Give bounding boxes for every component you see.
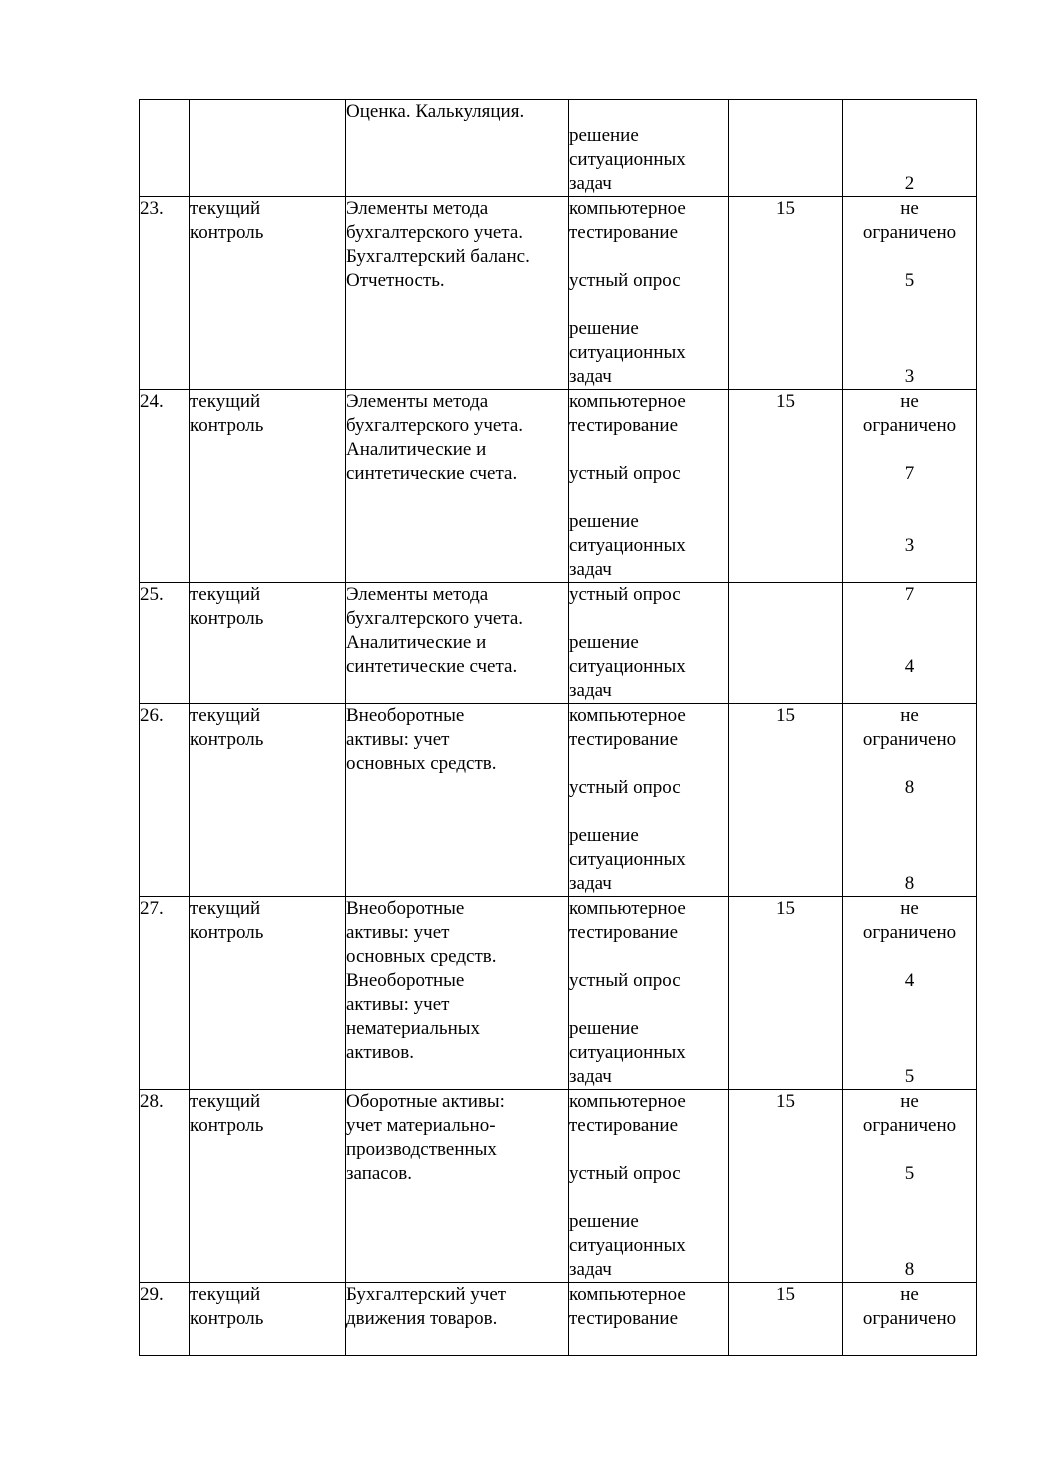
cell-line: контроль bbox=[190, 1308, 264, 1329]
control-type-cell bbox=[190, 704, 346, 897]
tasks-count-cell bbox=[729, 704, 843, 897]
cell-line: 26. bbox=[140, 705, 164, 726]
cell-line bbox=[729, 583, 842, 607]
cell-line: 5 bbox=[904, 1163, 915, 1184]
cell-line: бухгалтерского учета. bbox=[346, 608, 524, 629]
cell-line bbox=[729, 969, 842, 993]
cell-line bbox=[569, 293, 728, 317]
attempts-limit-cell bbox=[843, 583, 977, 704]
control-form-cell bbox=[569, 197, 729, 390]
topic-cell bbox=[346, 1090, 569, 1283]
table-row bbox=[140, 1090, 977, 1283]
cell-line: контроль bbox=[190, 415, 264, 436]
cell-line: бухгалтерского учета. bbox=[346, 222, 524, 243]
table-row bbox=[140, 583, 977, 704]
cell-line: тестирование bbox=[569, 222, 679, 243]
control-type-cell bbox=[190, 897, 346, 1090]
cell-line: компьютерное bbox=[569, 391, 686, 412]
cell-line bbox=[843, 1138, 976, 1162]
cell-line: Отчетность. bbox=[346, 270, 445, 291]
cell-line: решение bbox=[569, 511, 639, 532]
cell-line bbox=[569, 607, 728, 631]
cell-line: ситуационных bbox=[569, 342, 686, 363]
cell-line: 2 bbox=[904, 173, 915, 194]
cell-line: текущий bbox=[190, 1284, 261, 1305]
cell-line: 15 bbox=[776, 1091, 795, 1112]
cell-line bbox=[569, 752, 728, 776]
topic-cell bbox=[346, 100, 569, 197]
topic-cell bbox=[346, 197, 569, 390]
assessment-table bbox=[139, 99, 977, 1356]
attempts-limit-cell bbox=[843, 897, 977, 1090]
cell-line bbox=[346, 172, 568, 196]
cell-line bbox=[569, 1138, 728, 1162]
cell-line bbox=[729, 1138, 842, 1162]
cell-line: задач bbox=[569, 366, 612, 387]
cell-line: задач bbox=[569, 559, 612, 580]
cell-line bbox=[569, 245, 728, 269]
cell-line bbox=[346, 317, 568, 341]
cell-line: решение bbox=[569, 1211, 639, 1232]
cell-line bbox=[843, 631, 976, 655]
cell-line: ситуационных bbox=[569, 849, 686, 870]
cell-line bbox=[843, 245, 976, 269]
cell-line: контроль bbox=[190, 729, 264, 750]
cell-line: Бухгалтерский учет bbox=[346, 1284, 507, 1305]
cell-line bbox=[843, 800, 976, 824]
table-body bbox=[140, 100, 977, 1356]
cell-line: не bbox=[900, 391, 919, 412]
cell-line: Оборотные активы: bbox=[346, 1091, 505, 1112]
topic-cell bbox=[346, 1283, 569, 1356]
cell-line: синтетические счета. bbox=[346, 656, 518, 677]
cell-line: задач bbox=[569, 680, 612, 701]
cell-line: ситуационных bbox=[569, 535, 686, 556]
cell-line: Аналитические и bbox=[346, 632, 487, 653]
attempts-limit-cell bbox=[843, 100, 977, 197]
cell-line bbox=[843, 293, 976, 317]
cell-line bbox=[729, 848, 842, 872]
table-row bbox=[140, 897, 977, 1090]
cell-line bbox=[729, 438, 842, 462]
cell-line bbox=[843, 341, 976, 365]
cell-line: тестирование bbox=[569, 1308, 679, 1329]
cell-line bbox=[729, 172, 842, 196]
cell-line: запасов. bbox=[346, 1163, 412, 1184]
cell-line bbox=[569, 438, 728, 462]
cell-line bbox=[843, 1041, 976, 1065]
row-number-cell bbox=[140, 197, 190, 390]
tasks-count-cell bbox=[729, 197, 843, 390]
cell-line: задач bbox=[569, 1259, 612, 1280]
cell-line bbox=[729, 800, 842, 824]
cell-line bbox=[729, 462, 842, 486]
cell-line bbox=[843, 148, 976, 172]
cell-line bbox=[140, 100, 189, 124]
cell-line bbox=[346, 872, 568, 896]
cell-line: активы: учет bbox=[346, 922, 450, 943]
cell-line: компьютерное bbox=[569, 198, 686, 219]
cell-line bbox=[569, 1186, 728, 1210]
attempts-limit-cell bbox=[843, 1090, 977, 1283]
cell-line: ограничено bbox=[862, 922, 957, 943]
cell-line bbox=[729, 1065, 842, 1089]
cell-line bbox=[729, 269, 842, 293]
cell-line: Аналитические и bbox=[346, 439, 487, 460]
cell-line: компьютерное bbox=[569, 898, 686, 919]
cell-line bbox=[346, 824, 568, 848]
cell-line: не bbox=[900, 1091, 919, 1112]
cell-line bbox=[346, 558, 568, 582]
control-form-cell bbox=[569, 897, 729, 1090]
cell-line bbox=[729, 1307, 842, 1331]
cell-line bbox=[843, 752, 976, 776]
cell-line bbox=[346, 341, 568, 365]
cell-line: текущий bbox=[190, 1091, 261, 1112]
cell-line bbox=[346, 1331, 568, 1355]
cell-line: компьютерное bbox=[569, 1091, 686, 1112]
row-number-cell bbox=[140, 583, 190, 704]
cell-line: ситуационных bbox=[569, 149, 686, 170]
cell-line bbox=[729, 872, 842, 896]
cell-line bbox=[843, 317, 976, 341]
cell-line bbox=[729, 1114, 842, 1138]
cell-line: 27. bbox=[140, 898, 164, 919]
topic-cell bbox=[346, 704, 569, 897]
cell-line: 23. bbox=[140, 198, 164, 219]
cell-line bbox=[190, 100, 345, 124]
cell-line bbox=[729, 1017, 842, 1041]
cell-line: не bbox=[900, 198, 919, 219]
table-row bbox=[140, 197, 977, 390]
cell-line bbox=[729, 824, 842, 848]
cell-line: контроль bbox=[190, 1115, 264, 1136]
cell-line bbox=[729, 124, 842, 148]
cell-line bbox=[843, 510, 976, 534]
cell-line: устный опрос bbox=[569, 584, 681, 605]
cell-line: решение bbox=[569, 125, 639, 146]
cell-line bbox=[569, 100, 728, 124]
cell-line: Элементы метода bbox=[346, 198, 489, 219]
cell-line: синтетические счета. bbox=[346, 463, 518, 484]
cell-line: 15 bbox=[776, 705, 795, 726]
cell-line: 7 bbox=[904, 584, 915, 605]
row-number-cell bbox=[140, 1283, 190, 1356]
cell-line: производственных bbox=[346, 1139, 497, 1160]
cell-line bbox=[190, 124, 345, 148]
control-type-cell bbox=[190, 100, 346, 197]
cell-line: активы: учет bbox=[346, 729, 450, 750]
cell-line bbox=[346, 148, 568, 172]
cell-line bbox=[346, 800, 568, 824]
cell-line: не bbox=[900, 705, 919, 726]
cell-line: 4 bbox=[904, 970, 915, 991]
tasks-count-cell bbox=[729, 1283, 843, 1356]
cell-line bbox=[729, 534, 842, 558]
cell-line: устный опрос bbox=[569, 463, 681, 484]
cell-line bbox=[729, 1210, 842, 1234]
cell-line bbox=[346, 1065, 568, 1089]
cell-line bbox=[843, 1234, 976, 1258]
cell-line: 8 bbox=[904, 873, 915, 894]
cell-line bbox=[843, 607, 976, 631]
tasks-count-cell bbox=[729, 100, 843, 197]
cell-line bbox=[346, 124, 568, 148]
cell-line bbox=[569, 945, 728, 969]
cell-line bbox=[729, 631, 842, 655]
cell-line bbox=[346, 510, 568, 534]
cell-line: контроль bbox=[190, 922, 264, 943]
cell-line: задач bbox=[569, 1066, 612, 1087]
cell-line: Внеоборотные bbox=[346, 705, 465, 726]
control-type-cell bbox=[190, 1090, 346, 1283]
cell-line: 8 bbox=[904, 777, 915, 798]
cell-line: нематериальных bbox=[346, 1018, 481, 1039]
table-row bbox=[140, 704, 977, 897]
cell-line: 5 bbox=[904, 270, 915, 291]
cell-line: контроль bbox=[190, 222, 264, 243]
cell-line: устный опрос bbox=[569, 777, 681, 798]
control-type-cell bbox=[190, 390, 346, 583]
row-number-cell bbox=[140, 1090, 190, 1283]
cell-line bbox=[569, 800, 728, 824]
control-form-cell bbox=[569, 1090, 729, 1283]
cell-line: 24. bbox=[140, 391, 164, 412]
cell-line bbox=[729, 945, 842, 969]
tasks-count-cell bbox=[729, 390, 843, 583]
topic-cell bbox=[346, 390, 569, 583]
control-type-cell bbox=[190, 583, 346, 704]
cell-line bbox=[843, 558, 976, 582]
cell-line bbox=[729, 607, 842, 631]
cell-line: 15 bbox=[776, 898, 795, 919]
cell-line bbox=[729, 1162, 842, 1186]
cell-line: бухгалтерского учета. bbox=[346, 415, 524, 436]
cell-line: 5 bbox=[904, 1066, 915, 1087]
cell-line bbox=[843, 824, 976, 848]
cell-line bbox=[729, 655, 842, 679]
cell-line: тестирование bbox=[569, 729, 679, 750]
attempts-limit-cell bbox=[843, 704, 977, 897]
cell-line bbox=[729, 317, 842, 341]
cell-line: ситуационных bbox=[569, 1042, 686, 1063]
cell-line: тестирование bbox=[569, 922, 679, 943]
cell-line bbox=[843, 124, 976, 148]
cell-line: задач bbox=[569, 173, 612, 194]
table-row bbox=[140, 100, 977, 197]
cell-line: ситуационных bbox=[569, 656, 686, 677]
tasks-count-cell bbox=[729, 583, 843, 704]
cell-line: тестирование bbox=[569, 1115, 679, 1136]
cell-line bbox=[729, 679, 842, 703]
control-form-cell bbox=[569, 390, 729, 583]
cell-line bbox=[843, 1210, 976, 1234]
control-form-cell bbox=[569, 704, 729, 897]
cell-line bbox=[729, 1331, 842, 1355]
table-row bbox=[140, 1283, 977, 1356]
control-type-cell bbox=[190, 1283, 346, 1356]
cell-line: не bbox=[900, 1284, 919, 1305]
cell-line bbox=[729, 1258, 842, 1282]
cell-line: 28. bbox=[140, 1091, 164, 1112]
cell-line bbox=[729, 728, 842, 752]
cell-line: 15 bbox=[776, 1284, 795, 1305]
cell-line: активы: учет bbox=[346, 994, 450, 1015]
cell-line: ограничено bbox=[862, 222, 957, 243]
cell-line bbox=[843, 100, 976, 124]
cell-line bbox=[346, 1186, 568, 1210]
cell-line bbox=[729, 100, 842, 124]
cell-line bbox=[729, 1186, 842, 1210]
topic-cell bbox=[346, 583, 569, 704]
cell-line: Бухгалтерский баланс. bbox=[346, 246, 530, 267]
cell-line: не bbox=[900, 898, 919, 919]
cell-line bbox=[729, 510, 842, 534]
cell-line bbox=[729, 341, 842, 365]
cell-line bbox=[843, 438, 976, 462]
cell-line bbox=[843, 945, 976, 969]
topic-cell bbox=[346, 897, 569, 1090]
control-form-cell bbox=[569, 1283, 729, 1356]
tasks-count-cell bbox=[729, 897, 843, 1090]
cell-line: решение bbox=[569, 318, 639, 339]
cell-line: решение bbox=[569, 1018, 639, 1039]
cell-line: 15 bbox=[776, 198, 795, 219]
cell-line bbox=[729, 293, 842, 317]
cell-line: движения товаров. bbox=[346, 1308, 498, 1329]
cell-line bbox=[569, 486, 728, 510]
row-number-cell bbox=[140, 704, 190, 897]
cell-line bbox=[346, 848, 568, 872]
cell-line bbox=[346, 534, 568, 558]
cell-line bbox=[346, 486, 568, 510]
cell-line: устный опрос bbox=[569, 1163, 681, 1184]
table-row bbox=[140, 390, 977, 583]
cell-line: Элементы метода bbox=[346, 391, 489, 412]
attempts-limit-cell bbox=[843, 197, 977, 390]
cell-line bbox=[729, 245, 842, 269]
cell-line bbox=[346, 1258, 568, 1282]
cell-line: основных средств. bbox=[346, 946, 497, 967]
cell-line bbox=[729, 752, 842, 776]
cell-line: учет материально- bbox=[346, 1115, 496, 1136]
cell-line: 3 bbox=[904, 535, 915, 556]
cell-line bbox=[729, 221, 842, 245]
cell-line bbox=[843, 679, 976, 703]
row-number-cell bbox=[140, 390, 190, 583]
cell-line bbox=[346, 293, 568, 317]
cell-line: текущий bbox=[190, 898, 261, 919]
cell-line bbox=[843, 848, 976, 872]
cell-line: ограничено bbox=[862, 729, 957, 750]
cell-line bbox=[843, 1186, 976, 1210]
cell-line: ситуационных bbox=[569, 1235, 686, 1256]
cell-line: решение bbox=[569, 632, 639, 653]
cell-line: тестирование bbox=[569, 415, 679, 436]
cell-line: текущий bbox=[190, 584, 261, 605]
row-number-cell bbox=[140, 100, 190, 197]
cell-line: текущий bbox=[190, 198, 261, 219]
cell-line: 15 bbox=[776, 391, 795, 412]
cell-line: текущий bbox=[190, 391, 261, 412]
cell-line bbox=[346, 776, 568, 800]
row-number-cell bbox=[140, 897, 190, 1090]
cell-line: компьютерное bbox=[569, 1284, 686, 1305]
cell-line: 25. bbox=[140, 584, 164, 605]
cell-line bbox=[346, 1210, 568, 1234]
cell-line bbox=[729, 148, 842, 172]
cell-line: Элементы метода bbox=[346, 584, 489, 605]
cell-line: 8 bbox=[904, 1259, 915, 1280]
cell-line: ограничено bbox=[862, 415, 957, 436]
control-form-cell bbox=[569, 583, 729, 704]
cell-line: ограничено bbox=[862, 1308, 957, 1329]
cell-line bbox=[729, 776, 842, 800]
cell-line: решение bbox=[569, 825, 639, 846]
cell-line: задач bbox=[569, 873, 612, 894]
attempts-limit-cell bbox=[843, 390, 977, 583]
cell-line: 29. bbox=[140, 1284, 164, 1305]
cell-line bbox=[729, 921, 842, 945]
cell-line: ограничено bbox=[862, 1115, 957, 1136]
cell-line: активов. bbox=[346, 1042, 414, 1063]
cell-line bbox=[843, 1331, 976, 1355]
cell-line: устный опрос bbox=[569, 970, 681, 991]
cell-line bbox=[729, 486, 842, 510]
cell-line: Оценка. Калькуляция. bbox=[346, 101, 525, 122]
cell-line bbox=[729, 1041, 842, 1065]
cell-line: Внеоборотные bbox=[346, 898, 465, 919]
cell-line bbox=[729, 1234, 842, 1258]
control-form-cell bbox=[569, 100, 729, 197]
cell-line: 3 bbox=[904, 366, 915, 387]
cell-line bbox=[729, 414, 842, 438]
control-type-cell bbox=[190, 197, 346, 390]
cell-line: Внеоборотные bbox=[346, 970, 465, 991]
cell-line bbox=[569, 1331, 728, 1355]
cell-line bbox=[346, 679, 568, 703]
cell-line bbox=[729, 558, 842, 582]
attempts-limit-cell bbox=[843, 1283, 977, 1356]
cell-line: основных средств. bbox=[346, 753, 497, 774]
cell-line bbox=[843, 993, 976, 1017]
cell-line: текущий bbox=[190, 705, 261, 726]
cell-line bbox=[843, 486, 976, 510]
cell-line bbox=[346, 1234, 568, 1258]
cell-line: 4 bbox=[904, 656, 915, 677]
cell-line: компьютерное bbox=[569, 705, 686, 726]
cell-line: устный опрос bbox=[569, 270, 681, 291]
cell-line: контроль bbox=[190, 608, 264, 629]
cell-line bbox=[346, 365, 568, 389]
cell-line bbox=[729, 993, 842, 1017]
cell-line bbox=[569, 993, 728, 1017]
cell-line: 7 bbox=[904, 463, 915, 484]
cell-line bbox=[729, 365, 842, 389]
cell-line bbox=[843, 1017, 976, 1041]
tasks-count-cell bbox=[729, 1090, 843, 1283]
